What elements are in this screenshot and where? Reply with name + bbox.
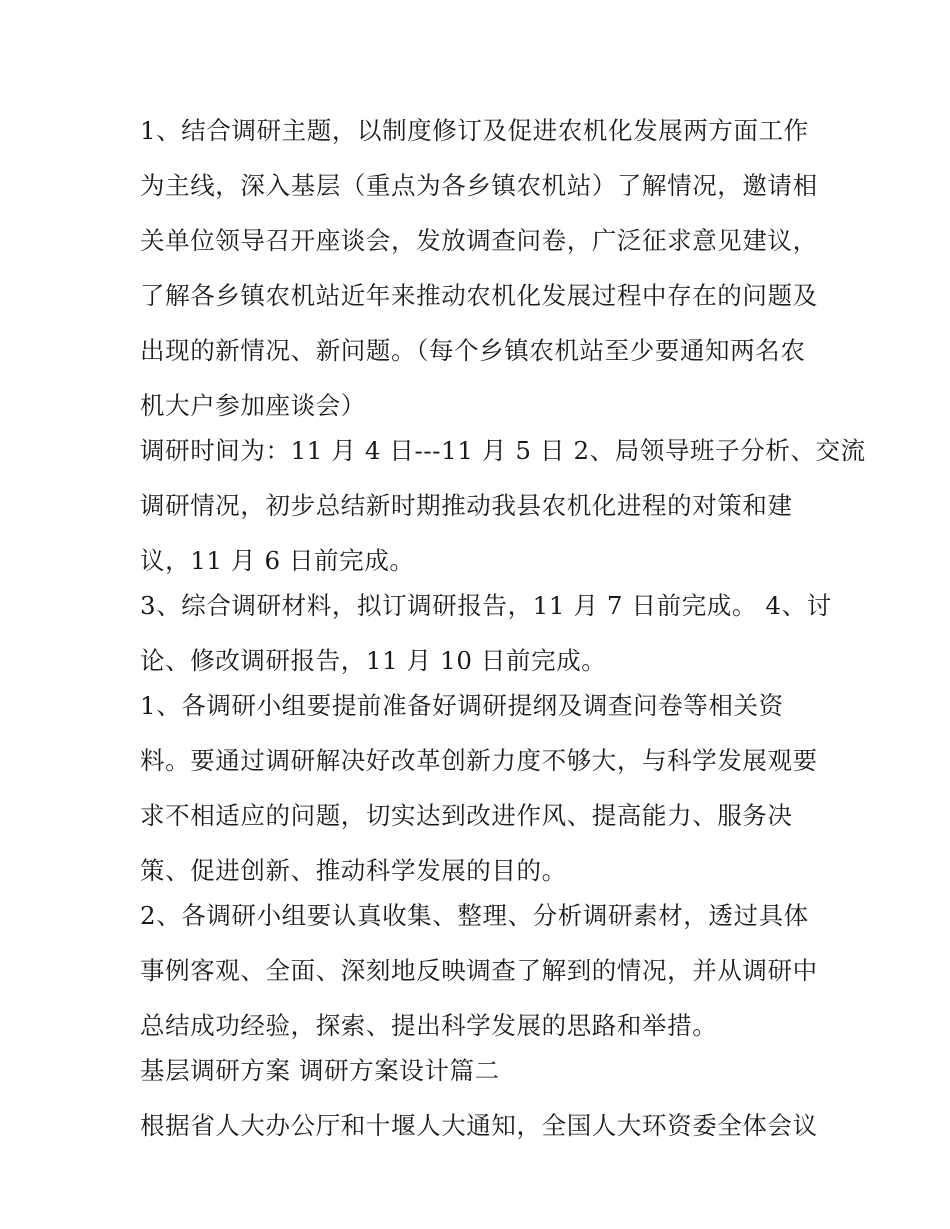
text-line: 求不相适应的问题，切实达到改进作风、提高能力、服务决: [140, 801, 793, 830]
text-line: 关单位领导召开座谈会，发放调查问卷，广泛征求意见建议，: [140, 226, 818, 255]
section-heading: 基层调研方案 调研方案设计篇二: [140, 1056, 500, 1085]
text-line: 了解各乡镇农机站近年来推动农机化发展过程中存在的问题及: [140, 281, 818, 310]
text-line: 出现的新情况、新问题。（每个乡镇农机站至少要通知两名农: [140, 336, 806, 365]
text-line: 3、综合调研材料，拟订调研报告，11 月 7 日前完成。 4、讨: [140, 591, 832, 620]
text-line: 2、各调研小组要认真收集、整理、分析调研素材，透过具体: [140, 901, 809, 930]
text-line: 调研时间为：11 月 4 日---11 月 5 日 2、局领导班子分析、交流: [140, 436, 866, 465]
text-line: 为主线，深入基层（重点为各乡镇农机站）了解情况，邀请相: [140, 171, 818, 200]
text-line: 1、各调研小组要提前准备好调研提纲及调查问卷等相关资: [140, 691, 784, 720]
document-page: [140, 108, 866, 1148]
text-line: 调研情况，初步总结新时期推动我县农机化进程的对策和建: [140, 491, 793, 520]
text-line: 料。要通过调研解决好改革创新力度不够大，与科学发展观要: [140, 746, 818, 775]
text-line: 总结成功经验，探索、提出科学发展的思路和举措。: [140, 1011, 718, 1040]
text-line: 1、结合调研主题，以制度修订及促进农机化发展两方面工作: [140, 116, 809, 145]
text-line: 论、修改调研报告，11 月 10 日前完成。: [140, 646, 607, 675]
text-line: 策、促进创新、推动科学发展的目的。: [140, 856, 567, 885]
text-line: 议，11 月 6 日前完成。: [140, 546, 415, 575]
text-line: 事例客观、全面、深刻地反映调查了解到的情况，并从调研中: [140, 956, 818, 985]
text-line: 机大户参加座谈会）: [140, 391, 366, 420]
text-line: 根据省人大办公厅和十堰人大通知，全国人大环资委全体会议: [140, 1111, 818, 1140]
